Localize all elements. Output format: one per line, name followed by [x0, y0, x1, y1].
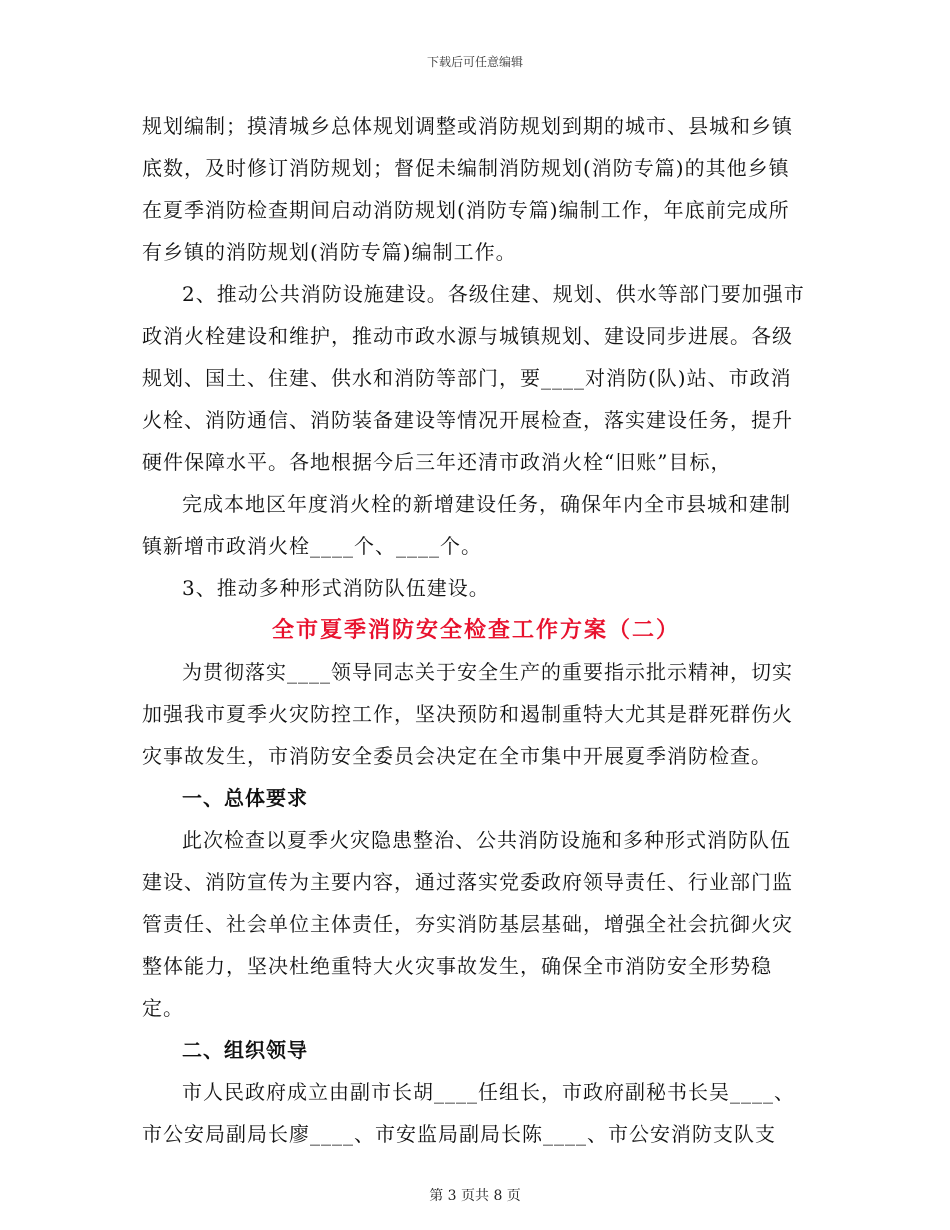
page-number: 第 3 页共 8 页	[429, 1188, 521, 1204]
header-note: 下载后可任意编辑	[426, 55, 523, 69]
document-body	[142, 105, 810, 1155]
paragraph-hydrant-tasks: 完成本地区年度消火栓的新增建设任务，确保年内全市县城和建制镇新增市政消火栓____个、____个。	[142, 492, 791, 558]
paragraph-general-requirements: 此次检查以夏季火灾隐患整治、公共消防设施和多种形式消防队伍建设、消防宣传为主要内容，通过落实党委政府领导责任、行业部门监管责任、社会单位主体责任，夯实消防基层基础，增强全社会抗御火灾整体能力，坚决杜绝重特大火灾事故发生，确保全市消防安全形势稳定。	[142, 828, 793, 1020]
paragraph-intro: 为贯彻落实____领导同志关于安全生产的重要指示批示精神，切实加强我市夏季火灾防控工作，坚决预防和遏制重特大尤其是群死群伤火灾事故发生，市消防安全委员会决定在全市集中开展夏季消防检查。	[142, 660, 793, 768]
paragraph-public-facilities: 2、推动公共消防设施建设。各级住建、规划、供水等部门要加强市政消火栓建设和维护，推动市政水源与城镇规划、建设同步进展。各级规划、国土、住建、供水和消防等部门，要____对消防(队)站、市政消火栓、消防通信、消防装备建设等情况开展检查，落实建设任务，提升硬件保障水平。各地根据今后三年还清市政消火栓“旧账”目标，	[142, 282, 805, 474]
heading-general-requirements: 一、总体要求	[182, 786, 308, 810]
paragraph-planning: 规划编制；摸清城乡总体规划调整或消防规划到期的城市、县城和乡镇底数，及时修订消防规划；督促未编制消防规划(消防专篇)的其他乡镇在夏季消防检查期间启动消防规划(消防专篇)编制工作，年底前完成所有乡镇的消防规划(消防专篇)编制工作。	[142, 114, 793, 264]
paragraph-fire-teams: 3、推动多种形式消防队伍建设。	[182, 576, 490, 600]
paragraph-organization: 市人民政府成立由副市长胡____任组长，市政府副秘书长吴____、市公安局副局长廖____、市安监局副局长陈____、市公安消防支队支	[142, 1080, 795, 1146]
heading-organization: 二、组织领导	[182, 1038, 308, 1062]
section-title: 全市夏季消防安全检查工作方案（二）	[271, 617, 680, 643]
